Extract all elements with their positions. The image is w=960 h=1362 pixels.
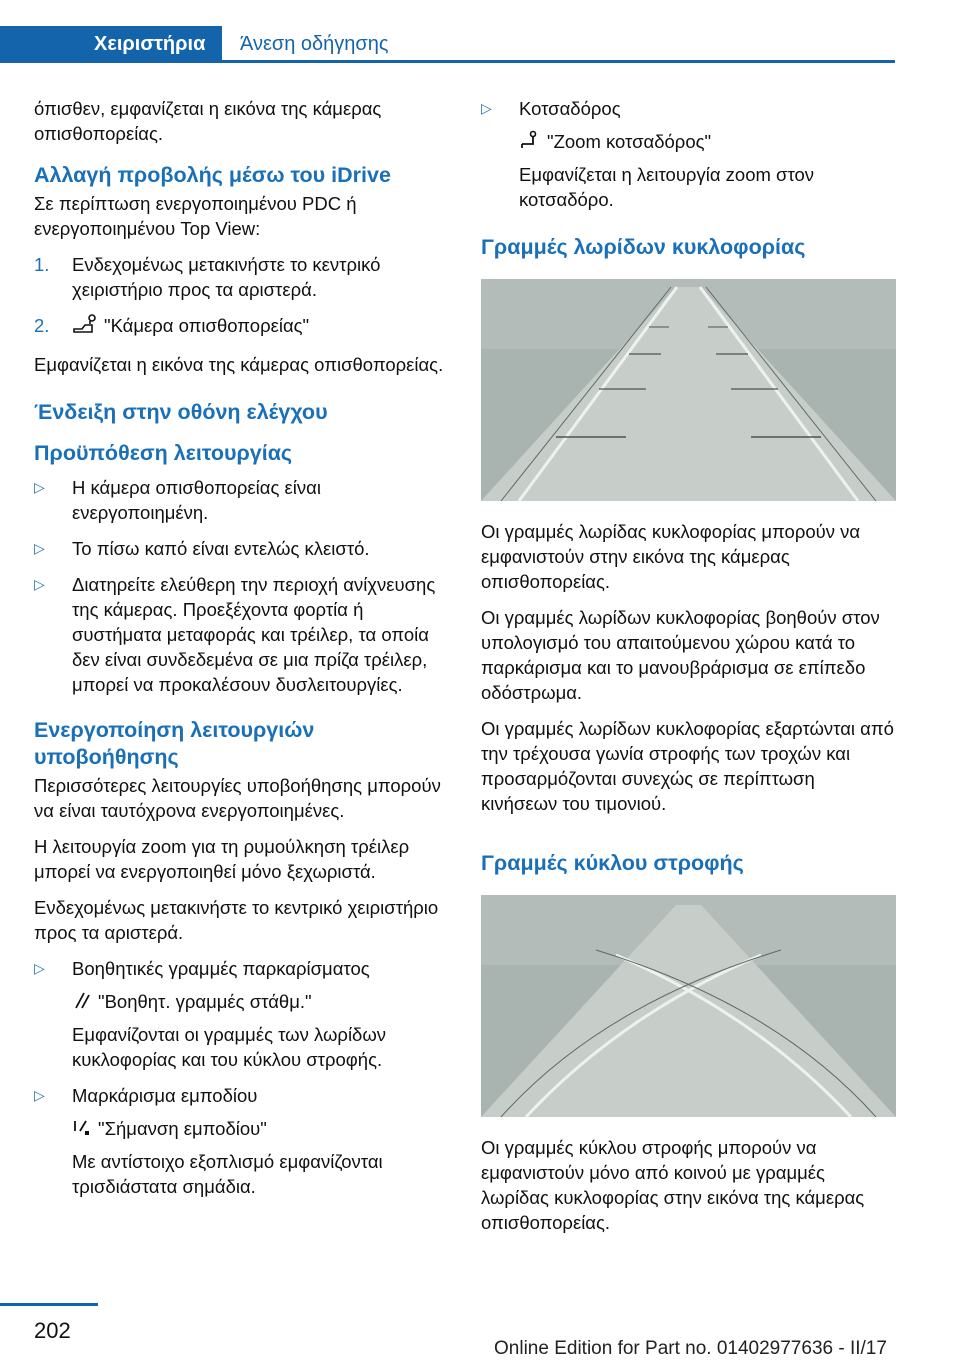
list-item (34, 536, 449, 561)
prerequisite-list (34, 475, 449, 697)
bullet-triangle-icon: ▷ (34, 576, 45, 593)
turning-circle-camera-image (481, 895, 896, 1117)
parking-lines-description: Εμφανίζονται οι γραμμές των λωρίδων κυκλοφορίας και του κύκλου στροφής. (72, 1024, 387, 1071)
step-2 (34, 313, 449, 341)
obstacle-marking-menu-item[interactable] (72, 1116, 449, 1143)
change-view-paragraph: Σε περίπτωση ενεργοποιημένου PDC ή ενεργοποιημένου Top View: (34, 193, 357, 239)
list-item (34, 572, 449, 697)
list-item (34, 475, 449, 525)
heading-turning-circle: Γραμμές κύκλου στροφής (481, 851, 744, 876)
obstacle-marking-menu-label: "Σήμανση εμποδίου" (98, 1118, 267, 1140)
parking-lines-menu-label: "Βοηθητ. γραμμές στάθμ." (98, 991, 312, 1013)
page-number: 202 (34, 1318, 71, 1343)
heading-prerequisite: Προϋπόθεση λειτουργίας (34, 441, 293, 466)
list-item-hitch (481, 96, 896, 212)
lane-lines-camera-image (481, 279, 896, 501)
lane-lines-paragraph-3: Οι γραμμές λωρίδων κυκλοφορίας εξαρτώνται από την τρέχουσα γωνία στροφής των τροχών και προσαρμόζονται συνεχώς σε περίπτωση κινήσεων του τιμονιού. (481, 718, 894, 815)
heading-activate-assist: Ενεργοποίηση λειτουργιών υποβοήθησης (34, 718, 315, 770)
intro-paragraph: όπισθεν, εμφανίζεται η εικόνα της κάμερας οπισθοπορείας. (34, 98, 382, 144)
bullet-triangle-icon: ▷ (34, 479, 45, 496)
right-column (481, 96, 896, 1246)
lane-lines-paragraph-1: Οι γραμμές λωρίδας κυκλοφορίας μπορούν να εμφανιστούν στην εικόνα της κάμερας οπισθοπορείας. (481, 521, 861, 593)
footer-divider (0, 1303, 98, 1306)
turning-circle-paragraph: Οι γραμμές κύκλου στροφής μπορούν να εμφανιστούν μόνο από κοινού με γραμμές λωρίδας κυκλοφορίας στην εικόνα της κάμερας οπισθοπορείας. (481, 1137, 865, 1234)
obstacle-marking-icon (72, 1117, 92, 1143)
bullet-triangle-icon: ▷ (34, 540, 45, 557)
list-item-parking-lines (34, 956, 449, 1072)
step-2-text: "Κάμερα οπισθοπορείας" (104, 315, 310, 336)
edition-footer: Online Edition for Part no. 01402977636 - II/17 (494, 1338, 887, 1359)
step-1-text: Ενδεχομένως μετακινήστε το κεντρικό χειριστήριο προς τα αριστερά. (72, 254, 381, 300)
page-header (0, 0, 960, 64)
hitch-description: Εμφανίζεται η λειτουργία zoom στον κοτσαδόρο. (519, 164, 815, 211)
list-item-obstacle-marking (34, 1083, 449, 1199)
activate-paragraph-2: Η λειτουργία zoom για τη ρυμούλκηση τρέιλερ μπορεί να ενεργοποιηθεί μόνο ξεχωριστά. (34, 836, 410, 883)
rear-camera-icon (72, 313, 98, 341)
tab-driving-comfort[interactable]: Άνεση οδήγησης (240, 33, 389, 55)
tab-controls-label: Χειριστήρια (94, 33, 206, 55)
obstacle-marking-title: Μαρκάρισμα εμποδίου (72, 1085, 258, 1107)
header-divider (0, 60, 895, 63)
step-1 (34, 252, 449, 302)
bullet-triangle-icon: ▷ (34, 960, 45, 977)
assist-functions-list (34, 956, 449, 1199)
heading-change-view: Αλλαγή προβολής μέσω του iDrive (34, 163, 391, 187)
left-column (34, 96, 449, 1210)
list-item-text: Διατηρείτε ελεύθερη την περιοχή ανίχνευσης της κάμερας. Προεξέχοντα φορτία ή συστήματα μεταφοράς και τρέιλερ, τα οποία δεν είναι συνδεδεμένα σε μια πρίζα τρέιλερ, μπορεί να προκαλέσουν δυσλειτουργίες. (72, 574, 436, 696)
step-2-number: 2. (34, 315, 50, 336)
parking-lines-title: Βοηθητικές γραμμές παρκαρίσματος (72, 958, 370, 980)
steps-list (34, 252, 449, 341)
obstacle-marking-description: Με αντίστοιχο εξοπλισμό εμφανίζονται τρισδιάστατα σημάδια. (72, 1151, 383, 1198)
step-1-number: 1. (34, 254, 50, 275)
after-steps-paragraph: Εμφανίζεται η εικόνα της κάμερας οπισθοπορείας. (34, 354, 444, 376)
parking-lines-icon (72, 990, 92, 1016)
tow-hitch-icon (519, 130, 541, 156)
bullet-triangle-icon: ▷ (481, 100, 492, 116)
bullet-triangle-icon: ▷ (34, 1087, 45, 1104)
lane-lines-paragraph-2: Οι γραμμές λωρίδων κυκλοφορίας βοηθούν στον υπολογισμό του απαιτούμενου χώρου κατά το παρκάρισμα και το μανουβράρισμα σε επίπεδο οδόστρωμα. (481, 607, 880, 704)
hitch-zoom-menu-item[interactable] (519, 129, 896, 156)
parking-lines-menu-item[interactable] (72, 989, 449, 1016)
hitch-title: Κοτσαδόρος (519, 98, 621, 119)
heading-display: Ένδειξη στην οθόνη ελέγχου (34, 400, 328, 425)
list-item-text: Η κάμερα οπισθοπορείας είναι ενεργοποιημένη. (72, 477, 321, 524)
hitch-list (481, 96, 896, 212)
hitch-zoom-menu-label: "Zoom κοτσαδόρος" (547, 131, 712, 152)
heading-lane-lines: Γραμμές λωρίδων κυκλοφορίας (481, 235, 806, 260)
tab-controls[interactable] (0, 26, 222, 62)
list-item-text: Το πίσω καπό είναι εντελώς κλειστό. (72, 538, 370, 560)
activate-paragraph-1: Περισσότερες λειτουργίες υποβοήθησης μπορούν να είναι ταυτόχρονα ενεργοποιημένες. (34, 775, 441, 822)
activate-paragraph-3: Ενδεχομένως μετακινήστε το κεντρικό χειριστήριο προς τα αριστερά. (34, 897, 439, 944)
